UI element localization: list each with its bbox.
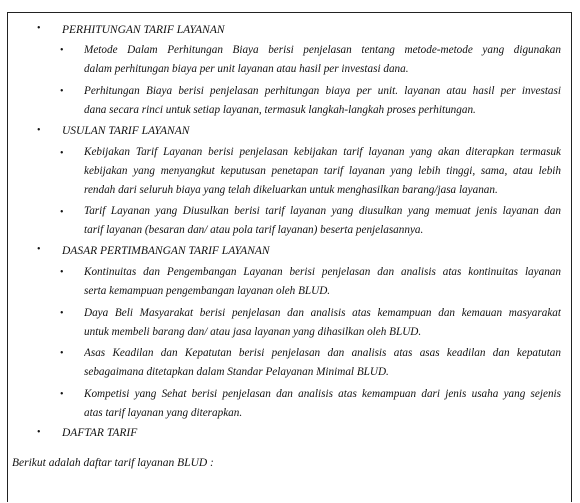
paragraph-line: dalam perhitungan biaya per unit layanan atau hasil per investasi dana. [84, 63, 409, 75]
intro-text: Berikut adalah daftar tarif layanan BLUD : [12, 457, 214, 469]
section-heading: USULAN TARIF LAYANAN [62, 125, 190, 137]
paragraph-line: dana secara rinci untuk setiap layanan, termasuk langkah-langkah proses perhitungan. [84, 104, 476, 116]
list-item [84, 82, 561, 120]
list-item [84, 304, 561, 342]
paragraph-line: Tarif Layanan yang Diusulkan berisi tarif layanan yang diusulkan yang memuat jenis layanan dan [84, 205, 561, 217]
section-bullet: • [37, 23, 41, 34]
section-heading: PERHITUNGAN TARIF LAYANAN [62, 24, 225, 36]
list-item [84, 344, 561, 382]
item-bullet: • [60, 207, 64, 218]
list-item [84, 143, 561, 200]
item-bullet: • [60, 148, 64, 159]
paragraph-line: Metode Dalam Perhitungan Biaya berisi penjelasan tentang metode-metode yang digunakan [84, 44, 561, 56]
section-bullet: • [37, 427, 41, 438]
paragraph-line: sebagaimana ditetapkan dalam Standar Pelayanan Minimal BLUD. [84, 366, 389, 378]
paragraph-line: tarif layanan (besaran dan/ atau pola tarif layanan) beserta penjelasannya. [84, 224, 424, 236]
paragraph-line: Daya Beli Masyarakat berisi penjelasan dan analisis atas kemampuan dan kemauan masyarakat [84, 307, 561, 319]
paragraph-line: serta kemampuan pengembangan layanan oleh BLUD. [84, 285, 331, 297]
paragraph-line: untuk membeli barang dan/ atau jasa layanan yang dihasilkan oleh BLUD. [84, 326, 422, 338]
paragraph-line: atas tarif layanan yang diterapkan. [84, 407, 243, 419]
section-heading: DAFTAR TARIF [62, 427, 138, 439]
section-bullet: • [37, 244, 41, 255]
list-item [84, 263, 561, 301]
paragraph-line: kebijakan yang menyangkut keputusan penetapan tarif layanan yang lebih tinggi, sama, atau lebih [84, 165, 561, 177]
list-item [84, 385, 561, 423]
item-bullet: • [60, 267, 64, 278]
paragraph-line: Perhitungan Biaya berisi penjelasan perhitungan biaya per unit. layanan atau hasil per investasi [84, 85, 561, 97]
item-bullet: • [60, 45, 64, 56]
paragraph-line: Kontinuitas dan Pengembangan Layanan berisi penjelasan dan analisis atas kontinuitas layanan [84, 266, 561, 278]
item-bullet: • [60, 348, 64, 359]
item-bullet: • [60, 86, 64, 97]
list-item [84, 202, 561, 240]
section-heading: DASAR PERTIMBANGAN TARIF LAYANAN [62, 245, 270, 257]
list-item [84, 41, 561, 79]
paragraph-line: Kebijakan Tarif Layanan berisi penjelasan kebijakan tarif layanan yang akan diterapkan termasuk [84, 146, 561, 158]
paragraph-line: Asas Keadilan dan Kepatutan berisi penjelasan dan analisis atas asas keadilan dan kepatutan [84, 347, 561, 359]
item-bullet: • [60, 389, 64, 400]
paragraph-line: rendah dari seluruh biaya yang telah dikeluarkan untuk menghasilkan barang/jasa layanan. [84, 184, 498, 196]
paragraph-line: Kompetisi yang Sehat berisi penjelasan dan analisis atas kemampuan dari jenis usaha yang sejenis [84, 388, 561, 400]
section-bullet: • [37, 125, 41, 136]
item-bullet: • [60, 308, 64, 319]
